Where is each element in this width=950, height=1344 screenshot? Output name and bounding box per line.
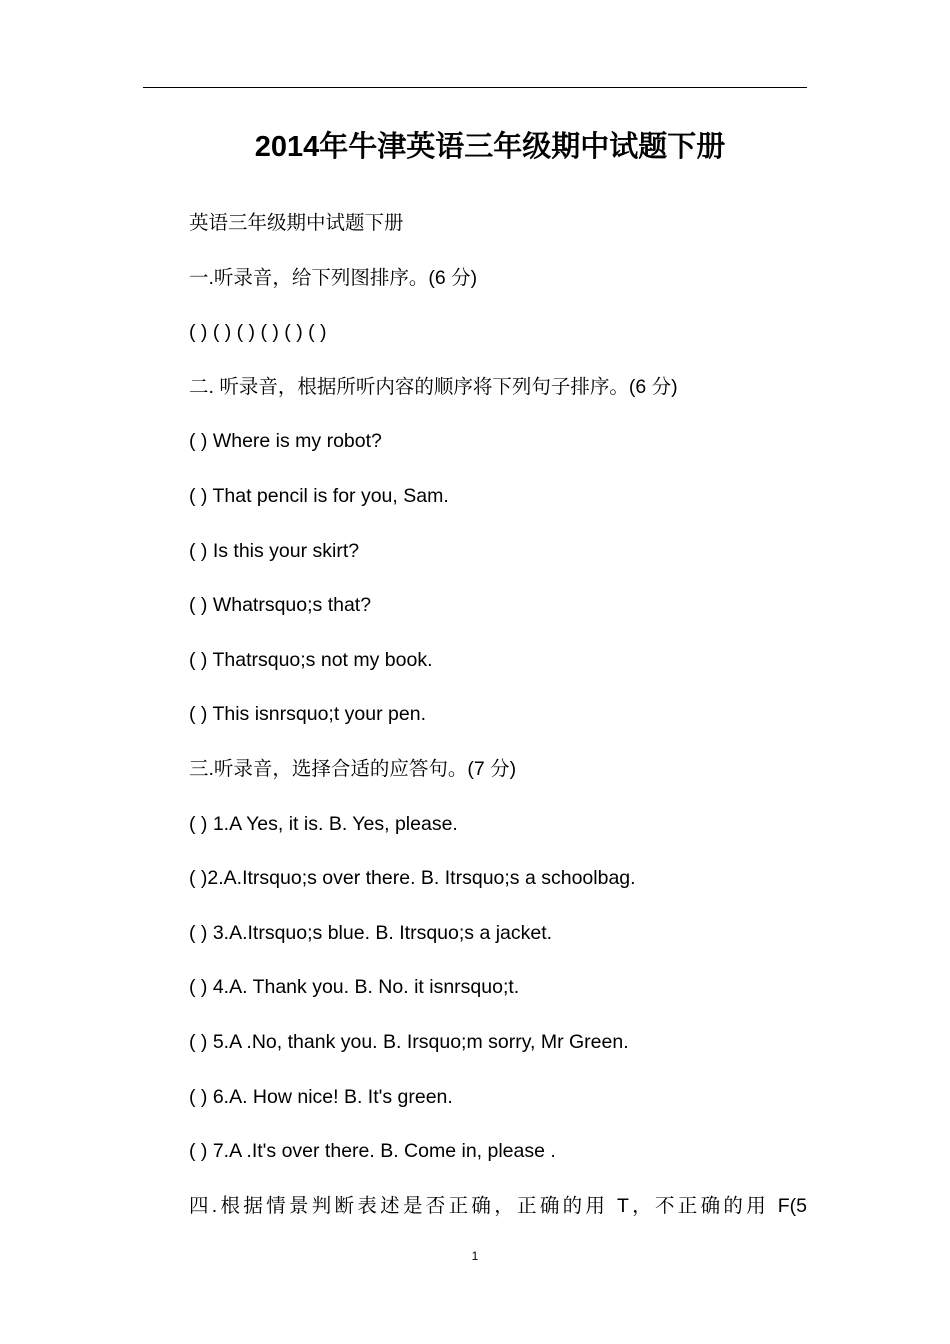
question-line: ( ) Is this your skirt? [189, 539, 360, 562]
section-heading-2: 二. 听录音，根据所听内容的顺序将下列句子排序。(6 分) [189, 375, 678, 398]
document-title: 2014年牛津英语三年级期中试题下册 [254, 131, 726, 163]
question-line: ( ) 5.A .No, thank you. B. Irsquo;m sorry, Mr Green. [189, 1030, 629, 1053]
document-body [189, 205, 809, 1242]
question-line: ( ) Where is my robot? [189, 430, 382, 453]
question-line: ( ) This isnrsquo;t your pen. [189, 703, 426, 726]
header-rule [143, 87, 807, 88]
question-line: ( ) 6.A. How nice! B. It's green. [189, 1085, 453, 1108]
section-heading-4: 四.根据情景判断表述是否正确，正确的用 T，不正确的用 F(5 [189, 1194, 807, 1217]
question-line: ( ) Thatrsquo;s not my book. [189, 648, 433, 671]
question-line: ( ) 1.A Yes, it is. B. Yes, please. [189, 812, 458, 835]
question-line: ( ) 4.A. Thank you. B. No. it isnrsquo;t. [189, 976, 520, 999]
page-number: 1 [471, 1249, 479, 1263]
section-heading-3: 三.听录音，选择合适的应答句。(7 分) [189, 757, 517, 780]
question-line: ( ) 3.A.Itrsquo;s blue. B. Itrsquo;s a jacket. [189, 921, 553, 944]
question-line: ( )2.A.Itrsquo;s over there. B. Itrsquo;s a schoolbag. [189, 867, 636, 890]
question-line: ( ) 7.A .It's over there. B. Come in, please . [189, 1140, 556, 1163]
answer-blanks: ( ) ( ) ( ) ( ) ( ) ( ) [189, 321, 327, 344]
question-line: ( ) That pencil is for you, Sam. [189, 484, 449, 507]
question-line: ( ) Whatrsquo;s that? [189, 594, 372, 617]
section-heading-1: 一.听录音，给下列图排序。(6 分) [189, 266, 478, 289]
body-line-subtitle: 英语三年级期中试题下册 [189, 212, 404, 234]
